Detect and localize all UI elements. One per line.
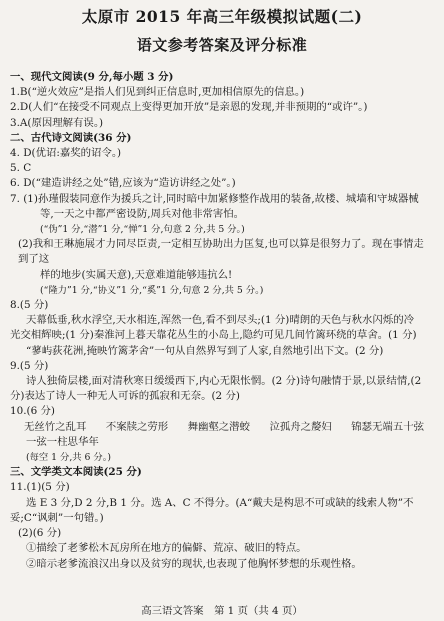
answer-line: 10.(6 分): [10, 405, 55, 418]
answer-content: [10, 70, 434, 572]
page-title: 太原市 2015 年高三年级模拟试题(二): [81, 7, 363, 26]
answer-line: 6. D(“建造讲经之处”错,应该为“造访讲经之处”。): [10, 177, 236, 190]
answer-line: 天幕低垂,秋水浮空,天水相连,浑然一色,看不到尽头;(1 分)晴朗的天色与秋水闪烁的冷: [26, 314, 415, 327]
recitation-answer: 泣孤舟之嫠妇: [269, 420, 332, 433]
section-heading: 二、古代诗文阅读(36 分): [10, 131, 132, 144]
recitation-answer: 无丝竹之乱耳: [24, 420, 87, 433]
answer-line: 3.A(原因理解有误。): [10, 116, 104, 129]
answer-line: 4. D(优诏:嘉奖的诏令。): [10, 147, 122, 160]
scoring-note: (每空 1 分,共 6 分。): [26, 452, 111, 464]
answer-line: “蓼屿荻花洲,掩映竹篱茅舍”一句从自然界写到了人家,自然地引出下文。(2 分): [26, 344, 384, 357]
recitation-answer: 不案牍之劳形: [105, 420, 169, 433]
answer-line: 5. C: [10, 162, 32, 175]
recitation-answer: 一弦一柱思华年: [26, 435, 99, 448]
answer-line: 光交相辉映;(1 分)秦淮河上暮天靠花丛生的小岛上,隐约可见几间竹篱环绕的草舍。(1 分): [10, 329, 417, 342]
answer-line: 11.(1)(5 分): [10, 481, 70, 494]
page-footer: 高三语文答案 第 1 页（共 4 页）: [141, 605, 303, 617]
answer-line: ①描绘了老爹松木瓦房所在地方的偏僻、荒凉、破旧的特点。: [26, 542, 307, 555]
recitation-answer: 舞幽壑之潜蛟: [187, 420, 250, 433]
page-subtitle: 语文参考答案及评分标准: [136, 36, 308, 54]
scoring-note: (“伪”1 分,“潜”1 分,“惮”1 分,句意 2 分,共 5 分。): [40, 224, 245, 236]
answer-line: 2.D(人们“在接受不同观点上变得更加开放”是亲恩的发现,并非预期的“或许”。): [10, 101, 368, 114]
section-heading: 一、现代文阅读(9 分,每小题 3 分): [10, 71, 174, 83]
scoring-note: (“隆力”1 分,“协义”1 分,“奚”1 分,句意 2 分,共 5 分。): [40, 284, 264, 296]
answer-line: 诗人独倚层楼,面对清秋寒日缓缓西下,内心无限怅惘。(2 分)诗句融情于景,以景结情,(2: [26, 375, 422, 388]
answer-line: 等,一天之中都严密设防,周兵对他非常害怕。: [40, 207, 245, 220]
answer-line: 1.B(“逆火效应”是指人们见到纠正信息时,更加相信原先的信息。): [10, 86, 305, 99]
answer-line: 妥;C“讽刺”一句错。): [10, 511, 104, 524]
answer-line: ②暗示老爹流浪汉出身以及贫穷的现状,也表现了他胸怀梦想的乐观性格。: [26, 557, 362, 570]
recitation-answers: [10, 420, 434, 435]
recitation-answer: 锦瑟无端五十弦: [351, 420, 424, 433]
answer-line: 9.(5 分): [10, 359, 49, 372]
answer-line: (2)我和王琳施展才力同尽臣责,一定相互协助出力匡复,也可以算是很努力了。现在事情走到了这: [18, 238, 424, 266]
answer-line: 7. (1)孙瑾假装同意作为援兵之计,同时暗中加紧修整作战用的装备,故楼、城墙和守城器械: [10, 192, 419, 205]
answer-line: 样的地步(实属天意),天意难道能够违抗么!: [40, 268, 233, 281]
answer-line: 选 E 3 分,D 2 分,B 1 分。选 A、C 不得分。(A“戴夫是构思不可或缺的线索人物”不: [26, 496, 414, 509]
answer-line: 8.(5 分): [10, 299, 49, 312]
answer-line: (2)(6 分): [18, 527, 62, 540]
section-heading: 三、文学类文本阅读(25 分): [10, 466, 142, 479]
answer-line: 分)表达了诗人一种无人可诉的孤寂和无奈。(2 分): [10, 390, 240, 403]
